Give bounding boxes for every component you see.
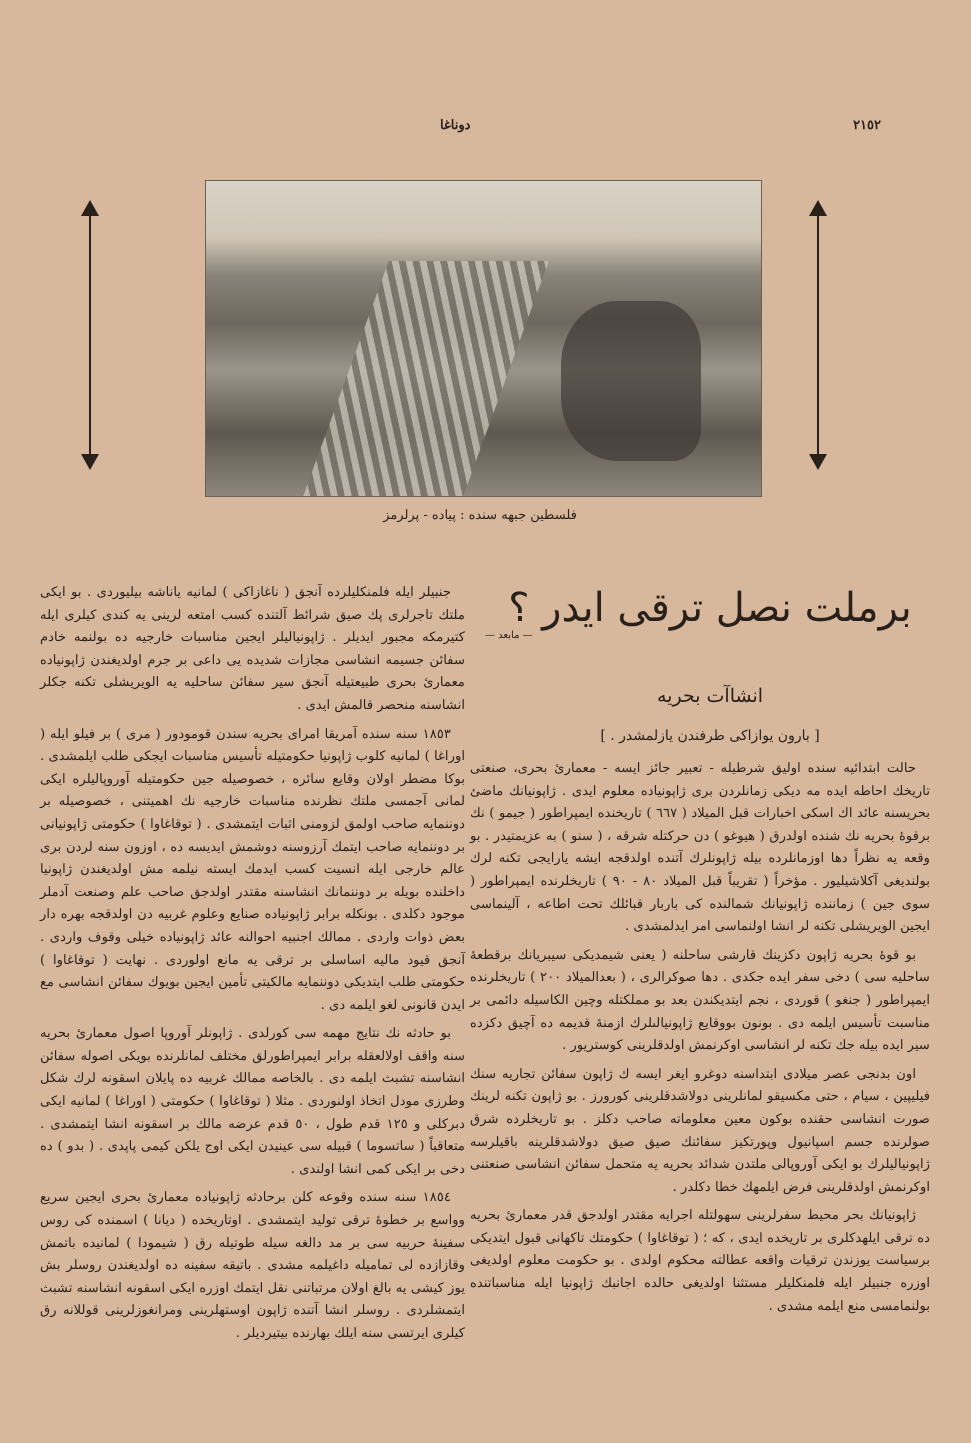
right-text-column — [470, 758, 930, 1324]
landscape-photo — [205, 180, 762, 497]
photo-caption: فلسطين جبهه سنده : پياده - پرلرمز — [383, 508, 577, 523]
paragraph: حالت ابتدائيه سنده اوليق شرطيله - تعبير جائز ايسه - معمارئ بحرى، صنعتى تاريخك احاطه ايده مه ديكى زمانلردن برى ژاپونياده معلوم ايدى . ژاپونيانك ماضئ بحريسنه عائد اك اسكى اخبارات قبل الميلاد ( ٦٦٧ ) تاريخنده ايمپراطور ( جيمو ) نك برقوۀ بحريه نك شنده اولدرق ( هيوغو ) دن حركتله شرقه ، ( سنو ) به عزيمتيدر . بو وقعه يه نظراً دها اوزمانلرده بيله ژاپونلرك آتنده اولدقجه ايشه يارايجى تكنه لرك بولنديغى آكلاشيليور . مؤخراً ( تقريباً قبل الميلاد ٨٠ - ٩٠ ) تاريخلرنده ايمپراطور ( سوى جين ) زماننده ژاپونيانك شمالنده كى باربار قبائلك تحت اطاعه ، آلينماسى ايجين الويريشلى تكنه لر انشا اولنماسى امر ايدلمشدى . — [470, 761, 931, 935]
page-number: ٢١٥٢ — [853, 118, 881, 133]
article-title: برملت نصل ترقى ايدر ؟ — [508, 585, 912, 631]
paragraph: ١٨٥٣ سنه سنده آمريقا امراى بحريه سندن قومودور ( مرى ) بر فيلو ايله ( اوراغا ) لمانيه كلوب ژاپونيا حكومتيله تأسيس مناسبات ايجكى طلب ايلمشدى . بوكا مضطر اولان وقايع سائره ، خصوصيله جين حكومتيله آوروپاليلره ايكى لمانى آجمسى ملتك نظرنده مناسبات خارجيه نك اهميتنى ، خصوصيله بر دوننمايه صاحب اولمق لزومنى اثبات ايتمشدى . ( توقاغاوا ) حكومتى ژاپونيانى بر دوننمايه صاحب ايتمك آرزوسنه دوشمش ايديسه ده ، اوزون سنه لردن برى عالم خارجى ايله انسيت كسب ايدمك ايسته نيلمه مش اولديغندن ژاپونيا داخلنده بويله بر دوننمانك انشاسنه مقتدر اولدجق صاحب علم وصنعت آدملر موجود دكلدى . بونكله برابر ژاپونياده صنايع وعلوم غربيه دن اولدقجه بهره دار بعض ذوات واردى . ممالك اجنبيه احوالنه عائد ژاپونياده خيلى وقوف واردى . آنجق قيود ماليه اساسلى بر ترقى يه مانع اولوردى . نهايت ( توقاغاوا ) حكومتى طلب ايتديكى دوننمايه مالكيتى تأمين ايجين بويوك سفائن انشاسى مع ايدن قانونى لغو ايلمه دى . — [40, 726, 465, 1013]
double-arrow-left — [80, 200, 100, 470]
article-subtitle: [ بارون يوازاكى طرفندن يازلمشدر . ] — [600, 728, 820, 744]
article-byline: — مابعد — — [485, 630, 533, 641]
paragraph: اون بدنجى عصر ميلادى ابتداسنه دوغرو ايغر ايسه ك ژاپون سفائن تجاريه سنك فيليپين ، سيام ، حتى مكسيقو لمانلرينى دولاشدقلرينى كورورز . بو ژاپون تكنه لرينك صورت انشاسى حقنده بوكون معين معلوماته صاحب دكلز . بو تاريخلرده شرق صولرنده جسم اسپانيول وپورتكيز سفائنك صيق صيق دولاشدقلرينه باقيلرسه ژاپونياليلرك بو ايكى آوروپالى ملتدن شدائد بحريه يه متحمل سفائن انشاسى صنعتنى اوكرنمش اولدقلرينى فرض ايلمهك خطا دكلدر . — [470, 1066, 930, 1195]
double-arrow-right — [808, 200, 828, 470]
left-text-column — [40, 582, 465, 1352]
paragraph: جنبيلر ايله فلمنكليلرده آنجق ( ناغازاكى ) لمانيه ياناشه بيليوردى . بو ايكى ملتك تاجرلرى پك صيق شرائط آلتنده كسب امتعه لرينى يه كندى كيلرى ايله كتيرمكه مجبور ايديلر . ژاپونياليلر ايجين مناسبات خارجيه ده بولنمه خادم سفائن جسيمه انشاسى مجازات شديده يى داعى بر جرم اولديغندن ژاپونياده معمارئ بحرى طبيعتيله آنجق سير سفائن ساحليه يه الويريشلى تكنه جكلر انشاسنه منحصر قالمش ايدى . — [40, 585, 465, 713]
paragraph: بو قوۀ بحريه ژاپون دكزينك قارشى ساحلنه ( يعنى شيمديكى سيبريانك برقطعۀ ساحليه سى ) دخى سفر ايده جكدى . دها صوكرالرى ، ( بعدالميلاد ٢٠٠ ) تاريخلرنده ايمپراطور ( جنغو ) قوردى ، نجم ايتديكندن بعد بو مملكتله وچين الكاسيله دائمى بر مناسبت تأسيس ايلمه دى . بونون بووقايع ژاپونيالىلرك ازمنۀ قديمه ده آچيق دكزده سير ايده بيله جك تكنه لر انشاسى اوكرنمش اولدقلرينى كوستريور . — [470, 947, 930, 1054]
paragraph: ١٨٥٤ سنه سنده وقوعه كلن برحادثه ژاپونياده معمارئ بحرى ايجين سريع وواسع بر خطوۀ ترقى توليد ايتمشدى . اوتاريخده ( ديانا ) اسمنده كى روس سفينۀ حربيه سى بر مد دالغه سيله طوتيله رق ( شيمودا ) لمانيده باتمش وقازازده لى تماميله داغيلمه مشدى . باتيقه سفينه ده اولديغندن روسلر بش يوز كيشى يه بالغ اولان مرتباتنى نقل ايتمك اوزره ايكى اسقونه انشاسنه تشبث ايتمشلردى . روسلر انشا آتنده ژاپون اوستهلرينى ومرانغوزلرينى قوللانه رق كيلرى ايرتسى سنه ايلك بهارنده بيتيرديلر . — [40, 1190, 465, 1341]
section-heading: انشاآت بحريه — [656, 685, 764, 707]
paragraph: بو حادثه نك نتايج مهمه سى كورلدى . ژاپونلر آوروپا اصول معمارئ بحريه سنه واقف اولالعقله برابر ايمپراطورلق مختلف لمانلرنده بويكى اصوله سفائن انشاسنه تشبث ايلمه دى . بالخاصه ممالك غربيه ده پايلان اسقونه لرك شكل وطرزى مودل اتخاذ اولنوردى . مثلا ( توقاغاوا ) حكومتى ( اوراغا ) لمانيه ايكى دبركلى و ١٢٥ قدم طول ، ٥٠ قدم عرضه مالك بر اسقونه انشا ايتمشدى . متعاقباً ( ساتسوما ) قبيله سى عينيدن ايكى اوج يلكن كيمى پاپدى . ( بدو ) ده دخى بر ايكى كمى انشا اولندى . — [40, 1026, 465, 1177]
publication-name: دوناغا — [440, 118, 471, 133]
paragraph: ژاپونيانك بحر محيط سفرلرينى سهولتله اجرايه مقتدر اولدجق قدر معمارئ بحريه ده ترقى ايلهدكلرى بر تاريخده ايدى ، كه ؛ ( توقاغاوا ) حكومتك تاكهانى قبول ايتديكى برسياست يوزندن ترقيات واقعه عطالته محكوم اولدى . بو حكومت معلوم اولديغى اوزره جنبيلر ايله فلمنكليلر مستثنا اولديغى حالده اجانبك ژاپونيا ايله مناسباتنده بولنمامسى منع ايلمه مشدى . — [470, 1208, 930, 1314]
